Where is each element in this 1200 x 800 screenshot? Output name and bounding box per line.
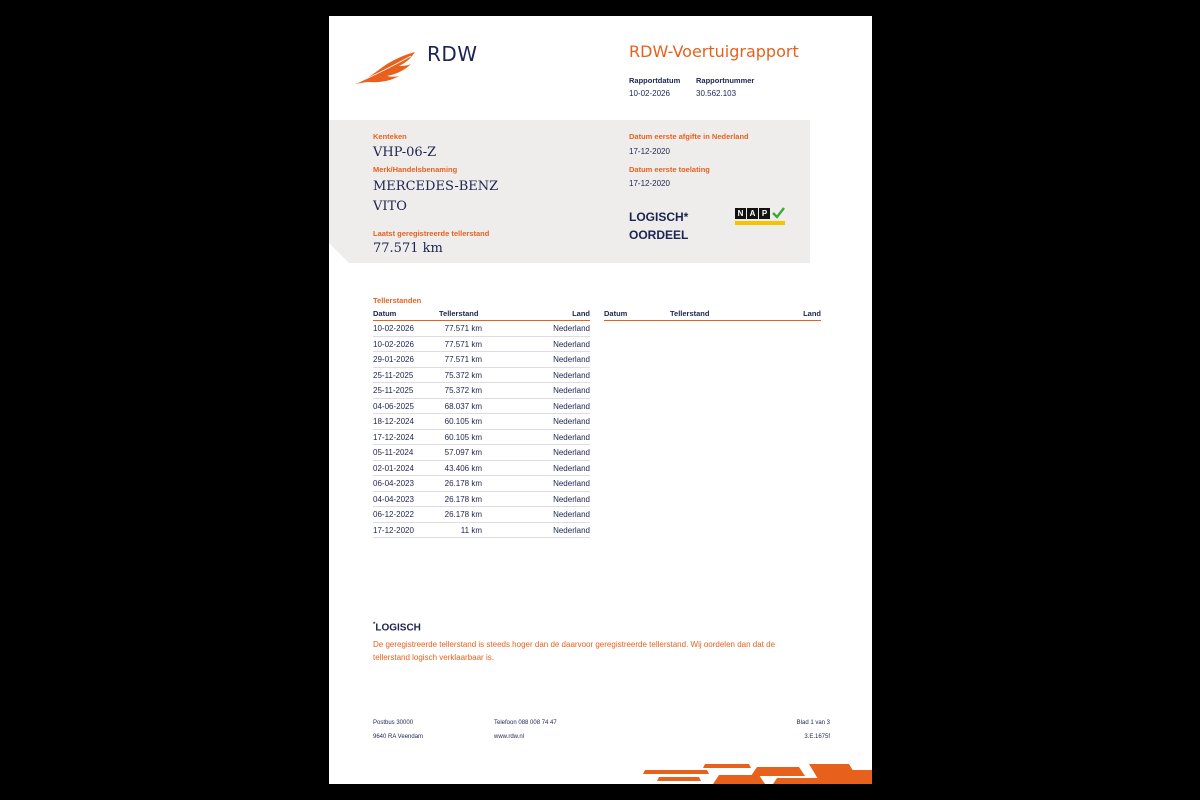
- table-row: [373, 492, 590, 508]
- cell-datum: 17-12-2024: [373, 432, 414, 442]
- table-row: [373, 337, 590, 353]
- footer-code: 3.E.1675f: [804, 734, 830, 740]
- cell-land: Nederland: [553, 339, 590, 349]
- nap-letter-p: P: [759, 208, 770, 219]
- cell-datum: 10-02-2026: [373, 324, 414, 333]
- cell-land: Nederland: [553, 525, 590, 535]
- panel-corner: [329, 243, 349, 263]
- cell-land: Nederland: [553, 355, 590, 364]
- oordeel-block: [629, 208, 688, 244]
- cell-land: Nederland: [553, 463, 590, 473]
- oordeel-line2: OORDEEL: [629, 228, 689, 242]
- vehicle-summary-panel: [329, 120, 810, 263]
- cell-tellerstand: 43.406 km: [444, 463, 482, 473]
- kenteken-value: VHP-06-Z: [373, 145, 437, 160]
- cell-land: Nederland: [553, 510, 590, 519]
- cell-land: Nederland: [553, 370, 590, 380]
- cell-land: Nederland: [553, 432, 590, 442]
- header-datum-right: Datum: [604, 309, 628, 318]
- report-number-label: Rapportnummer: [696, 76, 755, 85]
- table-header-right: [604, 309, 821, 321]
- teller-label: Laatst geregistreerde tellerstand: [373, 229, 490, 238]
- cell-tellerstand: 60.105 km: [444, 432, 482, 442]
- kenteken-label: Kenteken: [373, 132, 407, 141]
- footer-telefoon: Telefoon 088 008 74 47: [494, 720, 557, 726]
- cell-datum: 06-04-2023: [373, 479, 414, 488]
- report-page: [329, 16, 872, 784]
- footer-blad: Blad 1 van 3: [796, 720, 830, 726]
- cell-land: Nederland: [553, 324, 590, 333]
- cell-land: Nederland: [553, 417, 590, 426]
- decorative-stripes: [639, 764, 872, 784]
- cell-datum: 17-12-2020: [373, 525, 414, 535]
- toelating-label: Datum eerste toelating: [629, 165, 710, 174]
- table-row: [373, 461, 590, 477]
- cell-tellerstand: 26.178 km: [444, 494, 482, 504]
- cell-datum: 25-11-2025: [373, 386, 414, 395]
- table-row: [373, 383, 590, 399]
- footer-web: www.rdw.nl: [494, 734, 525, 740]
- cell-datum: 02-01-2024: [373, 463, 414, 473]
- footnote-marker: *: [373, 622, 376, 628]
- nap-letter-n: N: [735, 208, 746, 219]
- cell-datum: 18-12-2024: [373, 417, 414, 426]
- cell-land: Nederland: [553, 494, 590, 504]
- cell-tellerstand: 77.571 km: [444, 355, 482, 364]
- cell-datum: 10-02-2026: [373, 339, 414, 349]
- table-body: [373, 321, 590, 538]
- oordeel-line1: LOGISCH*: [629, 210, 689, 224]
- footer-postbus: Postbus 30000: [373, 720, 414, 726]
- header-datum: Datum: [373, 309, 397, 318]
- report-title: RDW-Voertuigrapport: [629, 42, 799, 61]
- rdw-logo: [353, 42, 483, 96]
- cell-tellerstand: 77.571 km: [444, 339, 482, 349]
- logo-text: RDW: [427, 42, 478, 66]
- cell-datum: 04-04-2023: [373, 494, 414, 504]
- cell-datum: 06-12-2022: [373, 510, 414, 519]
- table-row: [373, 352, 590, 368]
- cell-land: Nederland: [553, 448, 590, 457]
- cell-tellerstand: 26.178 km: [444, 479, 482, 488]
- report-date-block: [629, 76, 680, 98]
- tellerstanden-table-right: [604, 309, 821, 321]
- nap-letter-a: A: [747, 208, 758, 219]
- footnote-title: [373, 622, 421, 633]
- teller-value: 77.571 km: [373, 241, 443, 256]
- table-row: [373, 476, 590, 492]
- cell-tellerstand: 75.372 km: [444, 370, 482, 380]
- header-land: Land: [572, 309, 590, 318]
- report-date-label: Rapportdatum: [629, 76, 681, 85]
- nap-bar: [735, 221, 785, 225]
- footer-plaats: 9640 RA Veendam: [373, 734, 424, 740]
- afgifte-label: Datum eerste afgifte in Nederland: [629, 132, 749, 141]
- footnote-text: De geregistreerde tellerstand is steeds hoger dan de daarvoor geregistreerde tellerstand. Wij oordelen dan dat de tellerstand logisch verklaarbaar is.: [373, 640, 776, 662]
- cell-tellerstand: 77.571 km: [444, 324, 482, 333]
- table-row: [373, 368, 590, 384]
- report-date: 10-02-2026: [629, 89, 670, 98]
- afgifte-value: 17-12-2020: [629, 147, 670, 156]
- merk-label: Merk/Handelsbenaming: [373, 165, 458, 174]
- table-row: [373, 414, 590, 430]
- check-icon: [771, 206, 785, 220]
- header-land-right: Land: [803, 309, 821, 318]
- table-row: [373, 321, 590, 337]
- feather-logo-icon: [353, 50, 417, 86]
- nap-badge: [735, 208, 785, 225]
- table-row: [373, 507, 590, 523]
- cell-tellerstand: 26.178 km: [444, 510, 482, 519]
- report-number-block: [696, 76, 754, 98]
- report-number: 30.562.103: [696, 89, 737, 98]
- header-tellerstand: Tellerstand: [439, 309, 479, 318]
- cell-datum: 29-01-2026: [373, 355, 414, 364]
- table-header: [373, 309, 590, 321]
- table-row: [373, 399, 590, 415]
- cell-datum: 25-11-2025: [373, 370, 414, 380]
- cell-tellerstand: 60.105 km: [444, 417, 482, 426]
- tellerstanden-table-left: [373, 309, 590, 538]
- cell-land: Nederland: [553, 479, 590, 488]
- cell-land: Nederland: [553, 386, 590, 395]
- cell-tellerstand: 11 km: [460, 525, 482, 535]
- cell-datum: 04-06-2025: [373, 401, 414, 411]
- merk-value: MERCEDES-BENZ: [373, 179, 499, 194]
- cell-tellerstand: 57.097 km: [444, 448, 482, 457]
- table-row: [373, 430, 590, 446]
- cell-tellerstand: 68.037 km: [444, 401, 482, 411]
- cell-tellerstand: 75.372 km: [444, 386, 482, 395]
- cell-land: Nederland: [553, 401, 590, 411]
- toelating-value: 17-12-2020: [629, 179, 670, 188]
- table-row: [373, 445, 590, 461]
- header-tellerstand-right: Tellerstand: [670, 309, 710, 318]
- cell-datum: 05-11-2024: [373, 448, 414, 457]
- footnote-title-text: LOGISCH: [375, 622, 421, 634]
- table-row: [373, 523, 590, 539]
- tellerstanden-title: Tellerstanden: [373, 296, 422, 305]
- model-value: VITO: [373, 199, 407, 214]
